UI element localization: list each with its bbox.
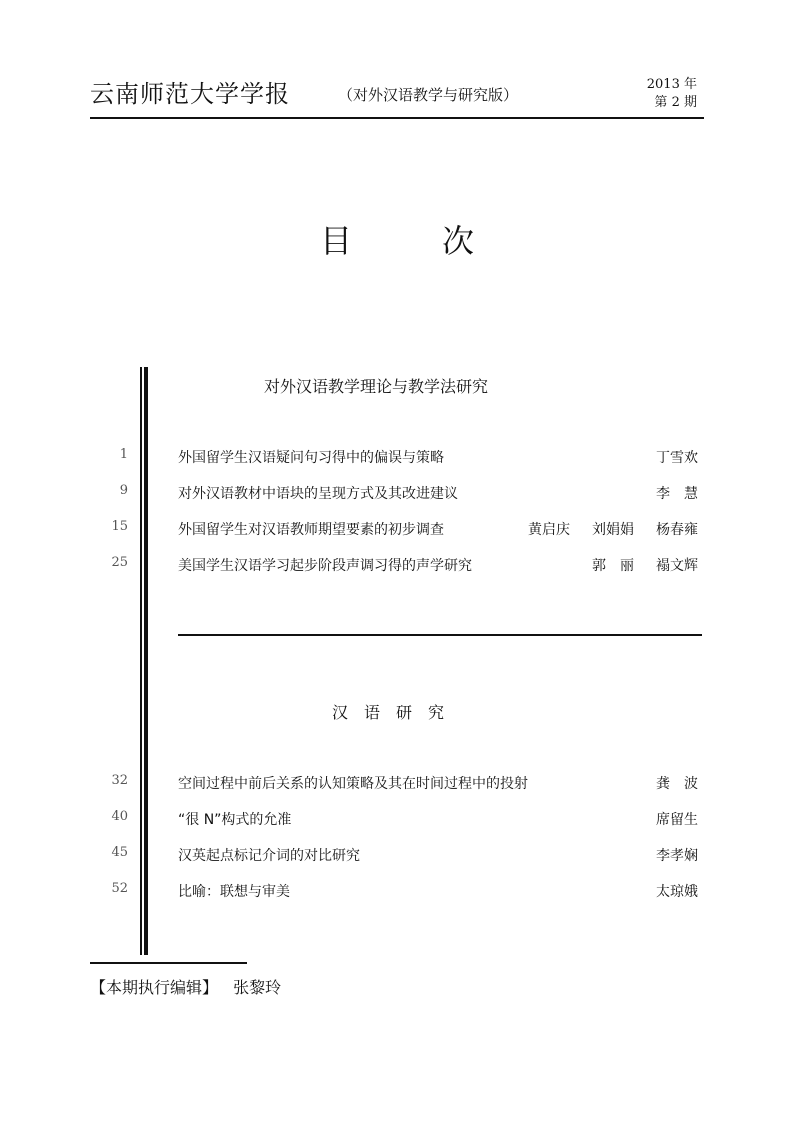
entry-title: 汉英起点标记介词的对比研究: [178, 848, 360, 864]
entry-author: 李孝娴: [656, 848, 698, 864]
entry-title: 美国学生汉语学习起步阶段声调习得的声学研究: [178, 558, 472, 574]
entry-page: 40: [111, 809, 128, 824]
issue-info: [647, 76, 697, 112]
issue-num: 2: [671, 95, 680, 110]
entry-title: 对外汉语教材中语块的呈现方式及其改进建议: [178, 486, 458, 502]
year-unit: 年: [683, 77, 697, 92]
editor-name: 张黎玲: [233, 978, 282, 997]
entry-author: 杨春雍: [656, 522, 698, 538]
journal-subtitle: （对外汉语教学与研究版）: [338, 86, 519, 104]
entry-author: 太琼娥: [656, 884, 698, 900]
editor-label: 【本期执行编辑】: [90, 978, 219, 997]
entry-author: 刘娟娟: [592, 522, 634, 538]
toc-entry[interactable]: [0, 845, 793, 867]
issue-number: [647, 94, 697, 112]
entry-title: 比喻：联想与审美: [178, 884, 290, 900]
entry-author: 褟文辉: [656, 558, 698, 574]
toc-entry[interactable]: [0, 809, 793, 831]
entry-author: 李 慧: [656, 486, 698, 502]
entry-title: 空间过程中前后关系的认知策略及其在时间过程中的投射: [178, 776, 528, 792]
issue-prefix: 第: [654, 95, 668, 110]
toc-entry[interactable]: [0, 519, 793, 541]
section-divider: [178, 634, 702, 636]
year-number: 2013: [646, 77, 680, 92]
entry-author: 丁雪欢: [656, 450, 698, 466]
entry-page: 32: [111, 773, 128, 788]
toc-title-right: 次: [442, 222, 475, 260]
entry-page: 9: [119, 483, 128, 498]
entry-author: 郭 丽: [592, 558, 634, 574]
entry-title: 外国留学生对汉语教师期望要素的初步调查: [178, 522, 444, 538]
toc-entry[interactable]: [0, 447, 793, 469]
toc-title-left: 目: [320, 222, 353, 260]
journal-title: 云南师范大学学报: [90, 80, 290, 108]
toc-entry[interactable]: [0, 773, 793, 795]
section-heading-pedagogy: 对外汉语教学理论与教学法研究: [264, 377, 489, 396]
header-rule: [90, 117, 704, 119]
entry-page: 45: [111, 845, 128, 860]
toc-entry[interactable]: [0, 881, 793, 903]
entry-title: “很 N”构式的允准: [178, 812, 292, 828]
footer-rule: [90, 962, 247, 964]
issue-unit: 期: [683, 95, 697, 110]
entry-page: 52: [111, 881, 128, 896]
entry-page: 1: [119, 447, 128, 462]
entry-author: 席留生: [656, 812, 698, 828]
toc-entry[interactable]: [0, 555, 793, 577]
entry-page: 15: [111, 519, 128, 534]
executive-editor: [90, 975, 281, 998]
toc-entry[interactable]: [0, 483, 793, 505]
entry-title: 外国留学生汉语疑问句习得中的偏误与策略: [178, 450, 444, 466]
entry-author: 黄启庆: [528, 522, 570, 538]
issue-year: [647, 76, 697, 94]
section-heading-chinese-studies: 汉 语 研 究: [332, 703, 445, 722]
entry-author: 龚 波: [656, 776, 698, 792]
entry-page: 25: [111, 555, 128, 570]
